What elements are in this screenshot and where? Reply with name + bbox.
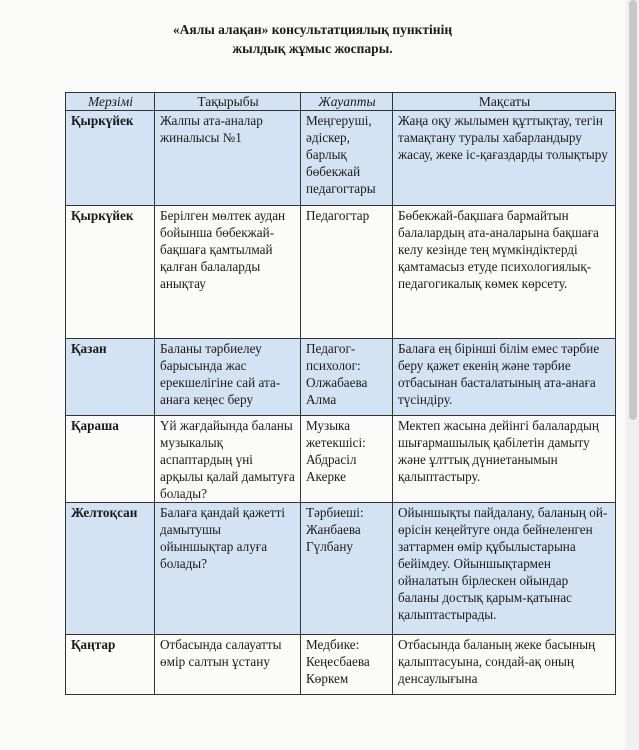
header-period: Мерзімі: [66, 93, 155, 111]
cell-responsible: Медбике: Кеңесбаева Көркем: [301, 635, 393, 695]
cell-month: Қыркүйек: [66, 206, 155, 339]
table-row: [66, 111, 616, 206]
table-row: [66, 206, 616, 339]
work-plan-table: [65, 92, 616, 695]
title-line-1: «Аялы алақан» консультатциялық пунктінің: [172, 22, 453, 37]
cell-goal: Ойыншықты пайдалану, баланың ой-өрісін кеңейтуге онда бейнеленген заттармен өмір құбылыстарына бейімдеу. Ойыншықтармен ойналатын бірлескен ойындар баланы достық қарым-қатынас қалыптастырады.: [393, 503, 616, 635]
table-row: [66, 416, 616, 503]
cell-topic: Берілген мөлтек аудан бойынша бөбекжай-бақшаға қамтылмай қалған балаларды анықтау: [155, 206, 301, 339]
table-row: [66, 339, 616, 416]
cell-goal: Бөбекжай-бақшаға бармайтын балалардың ата-аналарына бақшаға келу кезінде тең мүмкіндіктерді қамтамасыз етуде психологиялық-педагогикалық көмек көрсету.: [393, 206, 616, 339]
cell-goal: Отбасында баланың жеке басының қалыптасуына, сондай-ақ оның денсаулығына: [393, 635, 616, 695]
cell-goal: Жаңа оқу жылымен құттықтау, тегін тамақтану туралы хабарландыру жасау, жеке іс-қағаздарды толықтыру: [393, 111, 616, 206]
cell-topic: Үй жағдайында баланы музыкалық аспаптардың үні арқылы қалай дамытуға болады?: [155, 416, 301, 503]
cell-goal: Балаға ең бірінші білім емес тәрбие беру қажет екенің және тәрбие отбасынан басталатының ата-анаға түсіндіру.: [393, 339, 616, 416]
cell-month: Желтоқсан: [66, 503, 155, 635]
cell-responsible: Музыка жетекшісі: Абдрасіл Акерке: [301, 416, 393, 503]
header-goal: Мақсаты: [393, 93, 616, 111]
cell-topic: Баланы тәрбиелеу барысында жас ерекшелігіне сай ата-анаға кеңес беру: [155, 339, 301, 416]
cell-responsible: Тәрбиеші: Жанбаева Гүлбану: [301, 503, 393, 635]
cell-topic: Отбасында салауатты өмір салтын ұстану: [155, 635, 301, 695]
title-line-2: жылдық жұмыс жоспары.: [232, 41, 393, 56]
table-header-row: [66, 93, 616, 111]
cell-month: Қазан: [66, 339, 155, 416]
cell-month: Қыркүйек: [66, 111, 155, 206]
scrollbar-thumb[interactable]: [629, 0, 637, 420]
cell-goal: Мектеп жасына дейінгі балалардың шығармашылық қабілетін дамыту және ұлттық дүниетанымын қалыптастыру.: [393, 416, 616, 503]
header-responsible: Жауапты: [301, 93, 393, 111]
header-topic: Тақырыбы: [155, 93, 301, 111]
cell-topic: Балаға қандай қажетті дамытушы ойыншықтар алуға болады?: [155, 503, 301, 635]
table-row: [66, 635, 616, 695]
cell-month: Қараша: [66, 416, 155, 503]
cell-month: Қаңтар: [66, 635, 155, 695]
cell-responsible: Педагогтар: [301, 206, 393, 339]
document-title: [0, 20, 625, 58]
cell-topic: Жалпы ата-аналар жиналысы №1: [155, 111, 301, 206]
cell-responsible: Меңгеруші, әдіскер, барлық бөбекжай педагогтары: [301, 111, 393, 206]
cell-responsible: Педагог-психолог: Олжабаева Алма: [301, 339, 393, 416]
table-row: [66, 503, 616, 635]
